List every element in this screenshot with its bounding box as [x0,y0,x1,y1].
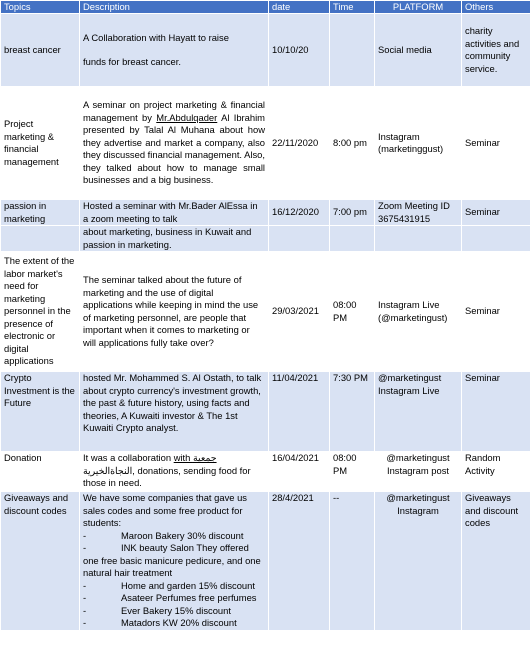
cell-date: 29/03/2021 [269,252,330,372]
header-description: Description [80,1,269,14]
cell-time: 08:00 PM [330,452,375,492]
list-item [83,530,265,543]
list-item [83,605,265,618]
cell-date: 16/12/2020 [269,200,330,226]
desc-text: A seminar on project marketing & financial management by [83,99,265,123]
cell-description: Hosted a seminar with Mr.Bader AlEssa in a zoom meeting to talk [80,200,269,226]
list-item [83,592,265,605]
table-row [1,372,530,452]
cell-date: 10/10/20 [269,14,330,87]
cell-description [80,87,269,200]
list-item-text: Ever Bakery 15% discount [121,604,231,616]
table-row [1,87,530,200]
cell-time: 08:00 PM [330,252,375,372]
cell-others: Seminar [462,372,530,452]
list-dash: - [83,542,87,553]
header-row [1,1,530,14]
table-row [1,492,530,631]
cell-others: Seminar [462,200,530,226]
desc-text: It was a collaboration [83,452,174,463]
cell-platform: @marketingust Instagram Live [375,372,462,452]
list-dash: - [83,617,87,628]
cell-date: 28/4/2021 [269,492,330,631]
cell-platform: @marketingust Instagram post [375,452,462,492]
list-item [83,617,265,630]
cell-topic: Project marketing & financial management [1,87,80,200]
header-others: Others [462,1,530,14]
cell-date: 11/04/2021 [269,372,330,452]
cell-topic: Donation [1,452,80,492]
desc-line: funds for breast cancer. [83,56,181,67]
spacer [83,44,265,56]
cell-description [80,492,269,631]
cell-platform: Instagram (marketinggust) [375,87,462,200]
cell-platform: @marketingust Instagram [375,492,462,631]
cell-time: 7:30 PM [330,372,375,452]
cell-time [330,14,375,87]
list-item-text: INK beauty Salon They offered one free basic manicure pedicure, and one natural hair treatment [83,542,261,578]
cell-description: hosted Mr. Mohammed S. Al Ostath, to talk about crypto currency's investment growth, the past & future history, using facts and theories, A Kuwaiti investor & The 1st Kuwaiti Crypto analyst. [80,372,269,452]
desc-text: النجاةالخيرية, donations, sending food for those in need. [83,464,251,488]
list-dash: - [83,579,87,591]
list-dash: - [83,604,87,616]
cell-others: Seminar [462,252,530,372]
table-row [1,252,530,372]
cell-empty [375,226,462,252]
cell-others: Random Activity [462,452,530,492]
table-row-continued [1,226,530,252]
cell-time: -- [330,492,375,631]
cell-topic: breast cancer [1,14,80,87]
cell-description: about marketing, business in Kuwait and passion in marketing. [80,226,269,252]
list-dash: - [83,592,87,603]
cell-platform: Instagram Live (@marketingust) [375,252,462,372]
header-time: Time [330,1,375,14]
header-date: date [269,1,330,14]
cell-topic: The extent of the labor market's need for marketing personnel in the presence of electronic or digital applications [1,252,80,372]
list-item-text: Matadors KW 20% discount [121,617,237,628]
cell-platform: Social media [375,14,462,87]
list-item-text: Maroon Bakery 30% discount [121,529,244,541]
list-item [83,580,265,593]
desc-line: A Collaboration with Hayatt to raise [83,31,229,43]
table-row [1,14,530,87]
desc-text: Al Ibrahim presented by Talal Al Muhana about how they advertise and market a company, also they discussed financial management. Also, they talked about how to manage small businesses and a big business. [83,111,265,186]
cell-time: 7:00 pm [330,200,375,226]
cell-empty [1,226,80,252]
list-item-text: Asateer Perfumes free perfumes [121,592,257,603]
collab-link[interactable]: with جمعية [173,452,217,463]
list-item [83,542,265,580]
presenter-name: Mr.Abdulqader [156,111,218,123]
cell-date: 16/04/2021 [269,452,330,492]
cell-topic: Giveaways and discount codes [1,492,80,631]
desc-intro: We have some companies that gave us sales codes and some free product for students: [83,492,247,528]
header-platform: PLATFORM [375,1,462,14]
table-row [1,200,530,226]
cell-others: Giveaways and discount codes [462,492,530,631]
cell-others: charity activities and community service. [462,14,530,87]
cell-empty [330,226,375,252]
cell-empty [269,226,330,252]
cell-others: Seminar [462,87,530,200]
cell-description: The seminar talked about the future of marketing and the use of digital applications while keeping in mind the use of marketing personnel, are people that important when it comes to marketing or will applications fully take over? [80,252,269,372]
cell-description [80,452,269,492]
header-topics: Topics [1,1,80,14]
cell-topic: Crypto Investment is the Future [1,372,80,452]
cell-empty [462,226,530,252]
cell-platform: Zoom Meeting ID 3675431915 [375,200,462,226]
table-row [1,452,530,492]
list-dash: - [83,529,87,541]
cell-topic: passion in marketing [1,200,80,226]
cell-date: 22/11/2020 [269,87,330,200]
cell-description [80,14,269,87]
list-item-text: Home and garden 15% discount [121,579,255,591]
cell-time: 8:00 pm [330,87,375,200]
